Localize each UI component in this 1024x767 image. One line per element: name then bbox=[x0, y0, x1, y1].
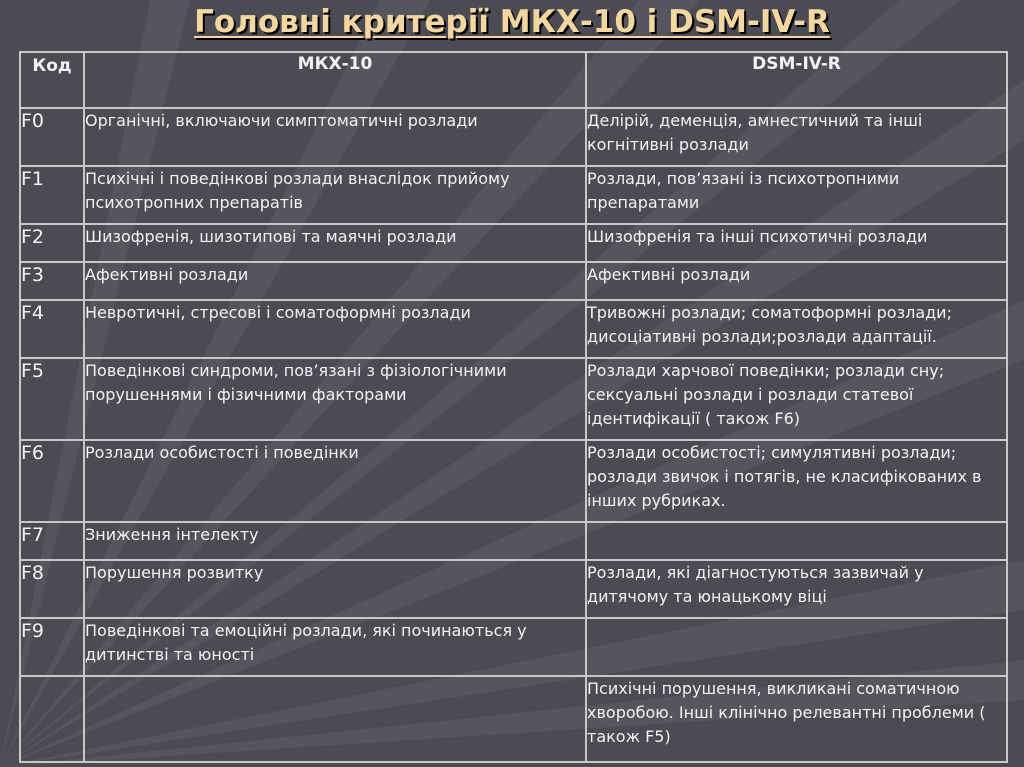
table-row bbox=[20, 262, 1007, 300]
table-row bbox=[20, 522, 1007, 560]
header-code: Код bbox=[20, 52, 84, 108]
row-code: F4 bbox=[20, 300, 84, 358]
table-row bbox=[20, 358, 1007, 440]
header-icd10: МКХ-10 bbox=[84, 52, 586, 108]
row-icd10: Поведінкові та емоційні розлади, які починаються у дитинстві та юності bbox=[84, 618, 586, 676]
row-icd10 bbox=[84, 676, 586, 762]
table-header-row bbox=[20, 52, 1007, 108]
table-row bbox=[20, 108, 1007, 166]
row-code: F6 bbox=[20, 440, 84, 522]
row-code: F9 bbox=[20, 618, 84, 676]
row-dsm: Розлади, які діагностуються зазвичай у дитячому та юнацькому віці bbox=[586, 560, 1007, 618]
row-code bbox=[20, 676, 84, 762]
row-code: F2 bbox=[20, 224, 84, 262]
row-code: F0 bbox=[20, 108, 84, 166]
row-code: F1 bbox=[20, 166, 84, 224]
row-icd10: Афективні розлади bbox=[84, 262, 586, 300]
row-dsm: Тривожні розлади; соматоформні розлади; дисоціативні розлади;розлади адаптації. bbox=[586, 300, 1007, 358]
row-dsm: Розлади особистості; симулятивні розлади; розлади звичок і потягів, не класифікованих в інших рубриках. bbox=[586, 440, 1007, 522]
row-code: F7 bbox=[20, 522, 84, 560]
row-dsm: Психічні порушення, викликані соматичною хворобою. Інші клінічно релевантні проблеми ( також F5) bbox=[586, 676, 1007, 762]
row-dsm: Розлади, пов’язані із психотропними препаратами bbox=[586, 166, 1007, 224]
criteria-table bbox=[19, 51, 1008, 763]
table-row bbox=[20, 560, 1007, 618]
table-row bbox=[20, 440, 1007, 522]
row-icd10: Поведінкові синдроми, пов’язані з фізіологічними порушеннями і фізичними факторами bbox=[84, 358, 586, 440]
row-icd10: Порушення розвитку bbox=[84, 560, 586, 618]
row-dsm bbox=[586, 618, 1007, 676]
table-row bbox=[20, 618, 1007, 676]
header-dsm: DSM-IV-R bbox=[586, 52, 1007, 108]
table-row bbox=[20, 224, 1007, 262]
row-dsm: Афективні розлади bbox=[586, 262, 1007, 300]
row-icd10: Психічні і поведінкові розлади внаслідок прийому психотропних препаратів bbox=[84, 166, 586, 224]
row-icd10: Органічні, включаючи симптоматичні розлади bbox=[84, 108, 586, 166]
row-icd10: Зниження інтелекту bbox=[84, 522, 586, 560]
row-dsm: Шизофренія та інші психотичні розлади bbox=[586, 224, 1007, 262]
row-code: F3 bbox=[20, 262, 84, 300]
row-code: F8 bbox=[20, 560, 84, 618]
table-row bbox=[20, 166, 1007, 224]
table-row bbox=[20, 300, 1007, 358]
table-row bbox=[20, 676, 1007, 762]
row-icd10: Невротичні, стресові і соматоформні розлади bbox=[84, 300, 586, 358]
row-icd10: Розлади особистості і поведінки bbox=[84, 440, 586, 522]
row-dsm bbox=[586, 522, 1007, 560]
row-code: F5 bbox=[20, 358, 84, 440]
row-dsm: Делірій, деменція, амнестичний та інші когнітивні розлади bbox=[586, 108, 1007, 166]
slide-title: Головні критерії МКХ-10 і DSM-IV-R bbox=[194, 4, 830, 40]
row-icd10: Шизофренія, шизотипові та маячні розлади bbox=[84, 224, 586, 262]
row-dsm: Розлади харчової поведінки; розлади сну; сексуальні розлади і розлади статевої ідентифікації ( також F6) bbox=[586, 358, 1007, 440]
